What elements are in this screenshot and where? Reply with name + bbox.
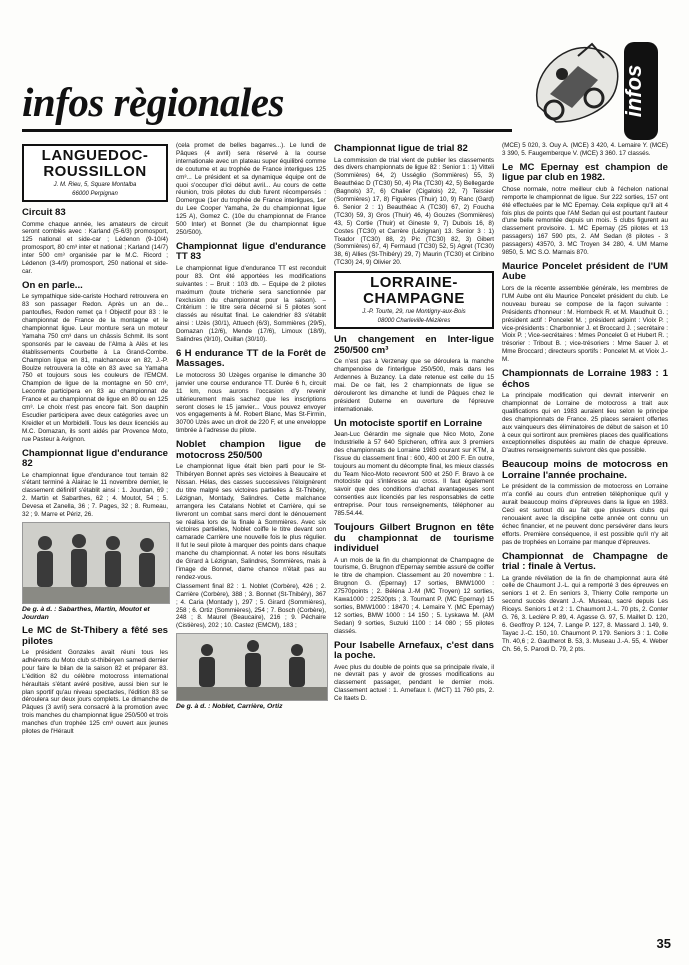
text-noblet: Le championnat ligue était bien parti pour le St-Thibéryen Bonnet après ses victoires à Beaucaire et Nissan. Hélas, des casses successives l'éloignèrent du titre malgré ses victoires partielles à St-Thibéry, Lézignan, Montady, Salindres. Cette malchance arrangera les Catalans Noblet et Carrière, qui se livreront un combat sans merci dont le dénouement se réalisa lors de la finale à Sommières. Avec six victoires partielles, Noblet coiffe le titre devant son camarade Carrière une nouvelle fois le plus régulier. Il fut le seul pilote à marquer des points dans chaque manche du championnat. A noter les bons résultats de Girard à Lézignan, Salindres, Sommières, mais à l'image de Bonnet, dame chance n'était pas au rendez-vous. — [176, 463, 326, 581]
region-name-l1: LORRAINE- — [370, 274, 458, 292]
heading-circuit: Circuit 83 — [22, 207, 66, 218]
text-st-thibery-cont: (cela promet de belles bagarres...). Le lundi de Pâques (4 avril) sera réservé à la course internationale avec un plateau super équilibré comme de coutume et au trophée de France interligues 125 cm³... Le président et sa dynamique équipe ont de quoi s'occuper d'ici début avril... Au cours de cette réunion, trois pilotes du club furent récompensés : Domergue (1er du trophée de France interligues, 1er du Lee Cooper Yamaha, 2e du championnat ligue 125 A), Gomez C. (10e du championnat de France 500 Inter) et Bonnet (3e du championnat ligue 250/500). — [176, 142, 326, 236]
heading-arnefaux: Pour Isabelle Arnefaux, c'est dans la poche. — [334, 639, 494, 662]
text-beaucoup: Le président de la commission de motocross en Lorraine m'a confié au cours d'un entretien téléphonique qu'il y aurait beaucoup moins d'épreuves dans la ligue en 1983. Ceci est surtout dû au fait que plusieurs clubs qui renouaient avec la discipline cette année ont connu un échec financier, et ne peuvent donc persévérer dans leurs efforts. Première conséquence, il est possible qu'il n'y ait pas de trophées en Lorraine par manque d'épreuves. — [502, 483, 668, 546]
heading-endurance-tt: Championnat ligue d'endurance TT 83 — [176, 240, 326, 263]
page-number: 35 — [656, 936, 671, 951]
heading-trial-82: Championnat ligue de trial 82 — [334, 143, 468, 154]
heading-beaucoup: Beaucoup moins de motocross en Lorraine l'année prochaine. — [502, 459, 668, 481]
region-box-lorraine — [334, 271, 494, 329]
column-4 — [502, 142, 668, 655]
region-box-languedoc — [22, 144, 168, 202]
heading-massages: 6 H endurance TT de la Forêt de Massages. — [176, 347, 326, 370]
heading-epernay: Le MC Epernay est champion de ligue par club en 1982. — [502, 161, 668, 184]
logo-text: infos — [621, 64, 646, 118]
text-endurance-82: Le championnat ligue d'endurance tout terrain 82 s'étant terminé à Alairac le 11 novembre dernier, le classement définitif s'établit ainsi : 1. Jourdan, 69 ; 2. Martin et Sabarthes, 62 ; 4. Moutot, 54 ; 5. Devesa et Zanella, 36 ; 7. Pages, 32 ; 8. Rumeau, 32 ; 9. Marre et Périz, 26. — [22, 471, 168, 519]
heading-endurance-82: Championnat ligue d'endurance 82 — [22, 447, 168, 470]
text-vertus: La grande révélation de la fin de championnat aura été celle de Chaumont J.-L. qui a remporté 3 des épreuves en seniors 1 et 2. En seniors 3, Thierry Colle remporte un second succès devant J.-A. Museau, sacré depuis Les Riceys. Seniors 1 et 2 : 1. Chaumont J.-L. 70 pts, 2. Conter G. 76, 3. Leclère P. 89, 4. Agasse G. 97, 5. Maillet D. 120, 6. Geoffroy P. 124, 7. Lange P. 127, 8. Massard J. 149, 9. Tayac J.-C. 150, 10. Chaumont P. 179. Seniors 3 : 1. Colle Th. 40,6 ; 2. Gautherot B. 53, 3. Museau J.-A. 55, 4. Weber Ch. 56, 5. Parodi D. 79, 2 pts. — [502, 574, 668, 653]
photo-riders — [22, 522, 170, 604]
text-st-thibery: Le président Gonzales avait réuni tous les adhérents du Moto club st-thibéryen samedi dernier pour faire le bilan de la saison 82 et préparer 83. L'édition 82 du célèbre motocross international héraultais s'étant avéré positive, aussi bien sur le plan sportif qu'au niveau spectacles, l'édition 83 se déroulera sur deux jours complets. Le dimanche de Pâques (3 avril) sera consacré à la promotion avec trois manches du championnat ligue 250/500 et trois manches d'un trophée 125 cm³ ouvert aux jeunes pilotes de l'Hérault — [22, 649, 168, 736]
infos-logo — [520, 36, 670, 146]
text-epernay: Chose normale, notre meilleur club à l'échelon national remporte le championnat de ligue. Sur 222 sorties, 157 ont été effectuées par le MC Epernay. Cela explique qu'il ait 4 fois plus de points que l'AM Sedan qui est pourtant l'auteur d'une belle remontée depuis un mois. 5 clubs figurent au classement provisoire. 1. MC Epernay (25 pilotes et 13 passagers) 167 590 pts, 2. AM Sedan (8 pilotes - 3 passagers) 43570, 3. MC Troyen 34 280, 4. UM Marne 9850, 5. MC S.O. Marnais 870. — [502, 185, 668, 257]
text-massages: Le motocross 30 Uzèges organise le dimanche 30 janvier une course endurance TT. Durée 6 h, circuit 11 km, nous aurons l'occasion d'y revenir ultérieurement mais sachez que les inscriptions seront closes le 15 janvier... Vous pouvez envoyer vos engagements à M. Robert Blanc, Mas St-Firmin, 30700 Uzès avec un droit de 220 F, et une enveloppe timbrée à l'adresse du pilote. — [176, 371, 326, 435]
heading-lorraine-83: Championnats de Lorraine 1983 : 1 échos — [502, 368, 668, 390]
photo-podium — [176, 633, 328, 701]
text-inter-ligue: Ce n'est pas à Verzenay que se déroulera la manche champenoise de l'interligue 250/500, mais dans les Ardennes à Buzancy. La date retenue est celle du 15 mai. De ce fait, les 2 championnats de ligue se dérouleront les dimanche et lundi de Pâques chez le président Duterne en ouverture de l'épreuve internationale. — [334, 358, 494, 413]
heading-vertus: Championnat de Champagne de trial : finale à Vertus. — [502, 550, 668, 573]
heading-inter-ligue: Un changement en Inter-ligue 250/500 cm³ — [334, 334, 494, 356]
heading-motociste: Un motociste sportif en Lorraine — [334, 417, 483, 429]
page-title: infos règionales — [22, 79, 284, 125]
text-endurance-tt: Le championnat ligue d'endurance TT est reconduit pour 83. Ont été apportées les modifications suivantes : – Bruit : 103 db. – Equipe de 2 pilotes maximum (toute tricherie sera sanctionnée par l'exclusion du championnat pour la saison). – Critérium : le titre sera décerné si 5 pilotes sont classés au résultat final. Le calendrier 83 s'établit ainsi : Uzès (30/1), Attuech (6/3), Sommières (29/5), Domazan (12/6), Mende (17/6), Limoux (18/9), Salindres (9/10), Ouillan (30/10). — [176, 264, 326, 344]
region-name-l1: LANGUEDOC- — [41, 147, 149, 164]
caption-riders: De g. à d. : Sabarthes, Martin, Moutot et Jourdan — [22, 606, 150, 621]
heading-brugnon: Toujours Gilbert Brugnon en tête du championnat de tourisme individuel — [334, 522, 494, 554]
region-name-l2: CHAMPAGNE — [363, 290, 465, 308]
column-2 — [176, 142, 326, 715]
text-arnefaux: Avec plus du double de points que sa principale rivale, il ne devrait pas y avoir de grosses modifications au classement passager, pendant le dernier mois. Classement actuel : 1. Arnefaux I. (MCT) 11 760 pts, 2. Ce ltaets D. — [334, 663, 494, 703]
text-brugnon: A un mois de la fin du championnat de Champagne de tourisme, G. Brugnon d'Epernay semble assuré de coiffer le titre de champion. Classement au 20 novembre : 1. Brugnon G. (Epernay) 17 sorties, BMW1000 : 27570points ; 2. Béléna J.-M (MC Troyen) 12 sorties, Kawa1000 : 22520pts ; 3. Tournant P. (MC Epernay) 15 sorties, BMW1000 : 18470 ; 4. Lemaire Y. (MC Epernay) 12 sorties, BMW 1000 : 14 150 ; 5. Lyskawa M. (AM Sedan) 9 sorties, Suzuki 1100 : 14 080 ; 55 pilotes classés. — [334, 556, 494, 635]
region-address-l2: 66000 Perpignan — [72, 191, 118, 197]
region-address-l2: 08000 Charleville-Mézières — [377, 318, 451, 325]
heading-noblet: Noblet champion ligue de motocross 250/500 — [176, 439, 326, 461]
text-circuit: Comme chaque année, les amateurs de circuit seront comblés avec : Karland (5-6/3) promosport, 125 national et side-car ; Lédenon (9-10/4) promosport, 80 cm³ inter et national ; Karland (14/7) inter 500 cm³ organisée par le M.C. Ricord ; Lédenon (3-4/9) promosport, 250 national et side-car. — [22, 220, 168, 275]
column-1 — [22, 142, 168, 737]
region-name-l2: ROUSSILLON — [43, 163, 147, 180]
region-address-l1: J. M. Rieu, 5, Square Montalba — [53, 182, 137, 188]
heading-on-en-parle: On en parle... — [22, 279, 83, 291]
text-motociste: Jean-Luc Gérardin me signale que Nico Moto, Zone Industrielle à 57 640 Spicheren, offrira aux 3 premiers des championnats de Lorraine 1983 courant sur KTM, à l'issue du classement final : 600, 400 et 200 F. En outre, toujours au moment du décompte final, les mieux classés du Team Nico-Moto recevront 500 et 250 F. Bravo à ce motociste qui s'intéresse au cross. Il faut également savoir que des conditions d'achat avantageuses sont consenties aux licenciés par les responsables de cette entreprise. Pour tous renseignements, téléphoner au 785.54.44. — [334, 431, 494, 518]
title-rule — [22, 129, 512, 132]
heading-poncelet: Maurice Poncelet président de l'UM Aube — [502, 260, 668, 283]
text-classement-final: Classement final 82 : 1. Noblet (Corbère), 426 ; 2. Carrière (Corbère), 388 ; 3. Bonnet (St-Thibéry), 367 ; 4. Caria (Montady ), 297 ; 5. Girard (Sommières), 258 ; 6. Ortiz (Sommières), 254 ; 7. Bosch (Corbère), 248 ; 8. Maurel (Beaucaire), 216 ; 9. Péchaire (Cistières), 202 ; 10. Castez (EMCM), 183 ; — [176, 582, 326, 630]
text-arnefaux-cont: (MCE) 5 020, 3. Ouy A. (MCE) 3 420, 4. Lemaire Y. (MCE) 3 390, 5. Faugemberque V. (MCE) 3 360. 17 classés. — [502, 142, 668, 157]
caption-podium: De g. à d. : Noblet, Carrière, Ortiz — [176, 703, 283, 711]
text-on-en-parle: Le sympathique side-cariste Hochard retrouvera en 83 son passager Redon. Après un an de... pantoufles, Redon remet ça ! Objectif pour 83 : le championnat de France de la montagne et le championnat ligue. Leur monture sera un moteur Yamaha 750 cm³ dans un châssis Schmit. Ils sont sponsorés par le caveau de l'Alma à Alès et les établissements Courbette à La Grand-Combe. Champion ligue en 81, malchanceux en 82, J.-P. Boulze retrouvera la côte en 83 avec sa Yamaha 750 et toujours sous les couleurs de l'EMCM. Champion de ligue de la montagne en 50 cm³, Lecomte participera en 83 au championnat de France et au championnat de ligue en 80 ou en 125 cm³. Le choix n'est pas encore fait. Son dauphin Escudier participera avec deux catégories avec un Kreidler et un Morbidelli. Tous les deux licenciés au M.C. Domazan, ils sont aidés par Provence Moto, rue Pasteur à Avignon. — [22, 293, 168, 443]
text-lorraine-83: La principale modification qui devrait intervenir en championnat de Lorraine de motocross a trait aux qualifications qui en 1983 auraient lieu selon le principe des championnats de France. 25 places seraient offertes aux vainqueurs des éliminatoires de début de saison et 10 à ceux qui sortiront aux premières places des qualifications exceptionnelles disputées au matin de chaque épreuve. D'autres renseignements suivront dès que possible. — [502, 392, 668, 455]
heading-st-thibery: Le MC de St-Thibery a fêté ses pilotes — [22, 625, 168, 647]
text-poncelet: Lors de la récente assemblée générale, les membres de l'UM Aube ont élu Maurice Poncelet président du club. Le nouveau bureau se compose de la façon suivante : Présidents d'honneur : M. Hornbeck R. et M. Maudhuit G. ; président actif : Poncelet M. ; président adjoint : Vioix P. ; vice-présidents : Charbonnier J. et Broccard J. ; secrétaire : Vioix P. ; Vice-secrétaires : Mmes Poncelet G et Hubert R. ; trésorier : Tribout B. ; vice-trésoriers : Mme Sauer J. et Mme Broccard ; directeurs sportifs : Poncelet M. et Vioix J.-M. — [502, 284, 668, 364]
region-address-l1: J.-P. Tourte, 29, rue Montigny-aux-Bois — [362, 309, 466, 316]
text-trial-82: La commission de trial vient de publier les classements des divers championnats de ligue 82 : Senior 1 : 1) Vitteli (Sommières) 64, 2) Usséglio (Sommières) 55, 3) Beauthéac D (TC30) 50, 4) Pla (TC30) 42, 5) Bellegarde (Bagnols) 37, 6) Chalier (Cigalois) 22, 7) Teissier (Sommières) 17, 8) Figuères (Thuir) 10, 9) Ranc (Gard) 6. Senior 2 : 1) Beauthéac A (TC30) 67, 2) Foucha (TC30) 59, 3) Gros (Thuir) 46, 4) Gouzes (Sommières) 43, 5) Cortie (Thuir) et Gineste 9, 7) Dubois 16, 8) Costes (TC30) et Carrère (Lézignan) 13. Senior 3 : 1) Tixador (TC30) 88, 2) Pic (TC30) 82, 3) Gibert (Sommières) 67, 4) Fermaud (TC30) 52, 5) Agret (TC30) 38, 6) Allies (St-Thibéry) 29, 7) Maurin (TC30) et Ciribino (TC30) 24, 9) Olivier 20. — [334, 156, 494, 267]
column-3 — [334, 142, 494, 704]
